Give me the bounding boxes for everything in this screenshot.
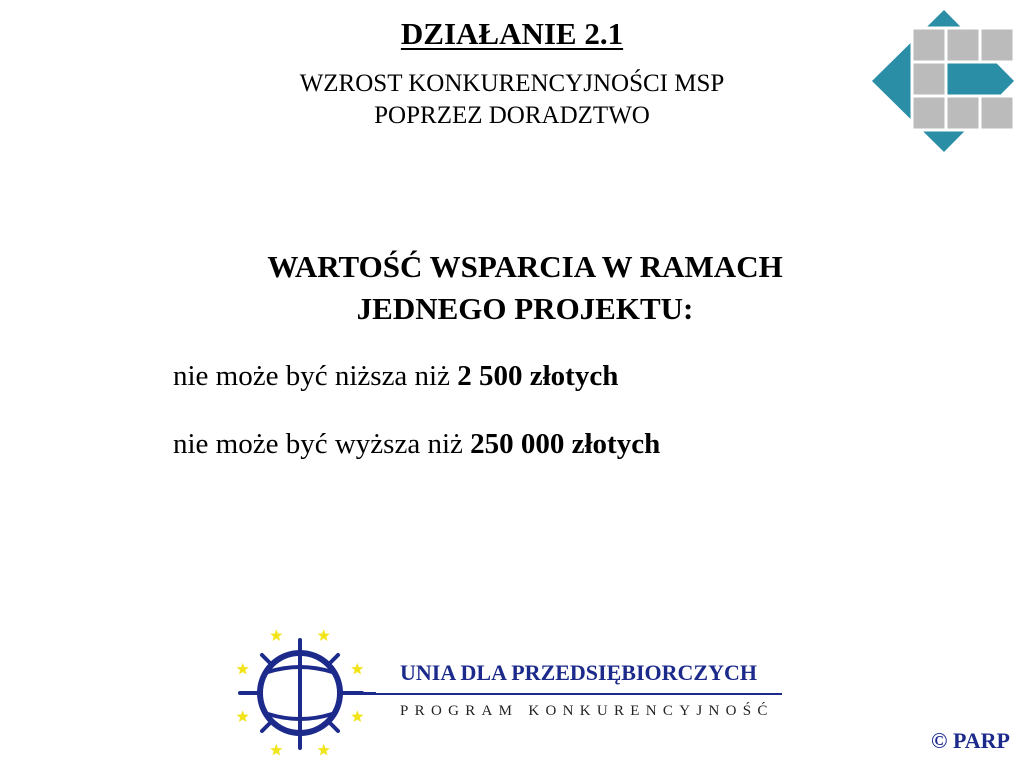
slide-title: DZIAŁANIE 2.1 — [400, 16, 624, 51]
diamond-grid-logo-icon — [870, 8, 1018, 154]
minimum-amount: 2 500 złotych — [457, 360, 619, 392]
minimum-prefix: nie może być niższa niż — [173, 360, 458, 392]
footer-divider — [360, 693, 782, 695]
star-icon — [351, 663, 363, 675]
support-value-heading — [200, 246, 850, 330]
minimum-amount-line — [173, 358, 618, 394]
subtitle-line-2: POPRZEZ DORADZTWO — [374, 102, 650, 129]
star-icon — [318, 629, 330, 641]
heading-line-2: JEDNEGO PROJEKTU: — [356, 291, 694, 326]
heading-line-1: WARTOŚĆ WSPARCIA W RAMACH — [267, 249, 783, 284]
star-icon — [351, 710, 363, 722]
program-subtitle: PROGRAM KONKURENCYJNOŚĆ — [400, 703, 774, 719]
star-icon — [318, 744, 330, 756]
slide-header — [200, 14, 824, 132]
star-icon — [270, 629, 282, 641]
subtitle-line-1: WZROST KONKURENCYJNOŚCI MSP — [299, 70, 725, 97]
eu-stars-wheel-emblem-icon — [228, 622, 376, 764]
copyright-notice: © PARP — [931, 728, 1010, 753]
maximum-amount: 250 000 złotych — [470, 428, 661, 460]
maximum-prefix: nie może być wyższa niż — [173, 428, 471, 460]
star-icon — [237, 663, 249, 675]
slide-subtitle — [200, 68, 824, 132]
program-title: UNIA DLA PRZEDSIĘBIORCZYCH — [400, 660, 757, 685]
star-icon — [270, 744, 282, 756]
star-icon — [237, 710, 249, 722]
maximum-amount-line — [173, 426, 660, 462]
emblem-wheel — [240, 640, 362, 748]
